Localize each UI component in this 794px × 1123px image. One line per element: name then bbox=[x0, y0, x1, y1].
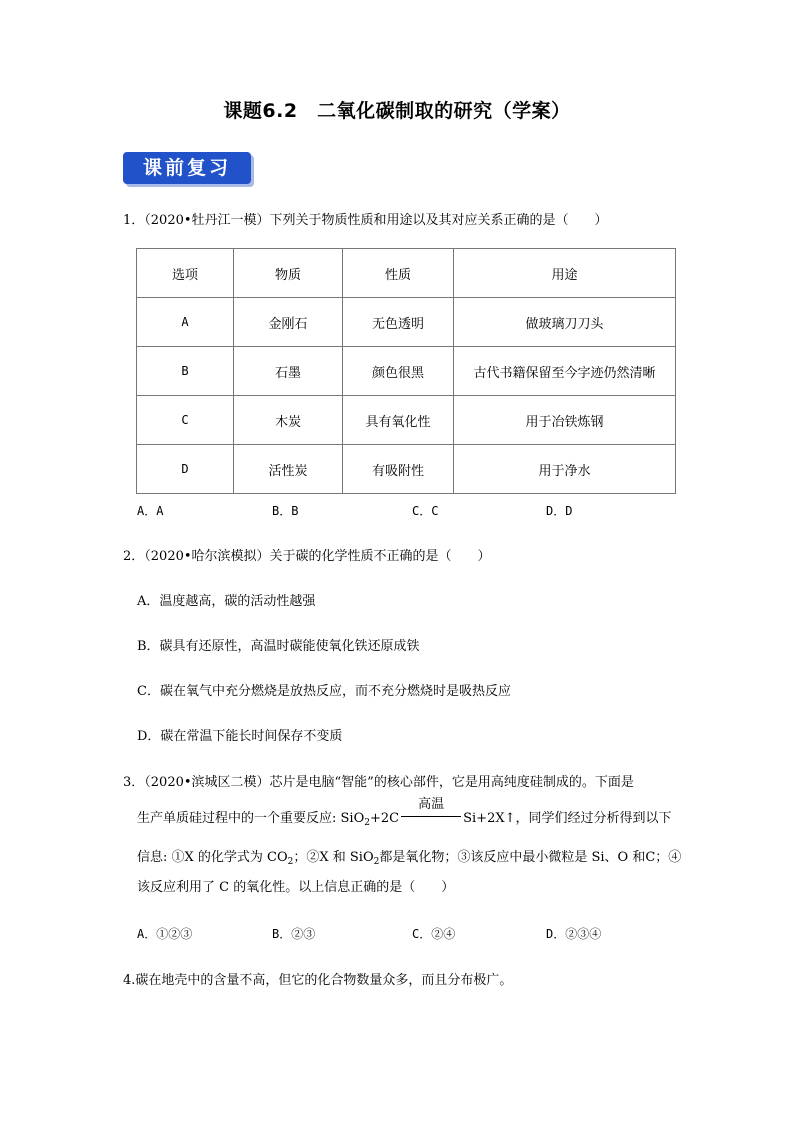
reaction-condition bbox=[401, 797, 461, 828]
question-1-option-a: A．A bbox=[137, 504, 164, 518]
question-1-option-b: B．B bbox=[272, 504, 299, 518]
question-2-option-c: C．碳在氧气中充分燃烧是放热反应，而不充分燃烧时是吸热反应 bbox=[137, 684, 511, 699]
table-cell: 金刚石 bbox=[234, 298, 343, 347]
table-cell: D bbox=[137, 445, 234, 494]
table-cell: 用于净水 bbox=[454, 445, 676, 494]
table-header-cell: 物质 bbox=[234, 249, 343, 298]
table-cell: B bbox=[137, 347, 234, 396]
table-cell: 颜色很黑 bbox=[343, 347, 454, 396]
question-3-option-c: C．②④ bbox=[412, 927, 456, 941]
question-3-line-3: 信息: ①X 的化学式为 $CO_2$；②X 和 SiO$_2$都是氧化物；③该反应中最小微粒是 Si、O 和C；④ bbox=[137, 850, 682, 867]
table-header-cell: 性质 bbox=[343, 249, 454, 298]
table-row bbox=[137, 445, 676, 494]
table-header-cell: 选项 bbox=[137, 249, 234, 298]
section-badge: 课前复习 bbox=[123, 152, 251, 184]
question-2-option-b: B．碳具有还原性，高温时碳能使氧化铁还原成铁 bbox=[137, 639, 420, 654]
equation-reactant: SiO$_2$+2C bbox=[340, 811, 400, 828]
table-cell: 具有氧化性 bbox=[343, 396, 454, 445]
table-cell: 石墨 bbox=[234, 347, 343, 396]
table-cell: C bbox=[137, 396, 234, 445]
question-3-option-a: A．①②③ bbox=[137, 927, 193, 941]
table-header-cell: 用途 bbox=[454, 249, 676, 298]
question-3-line-1: 3．（2020•滨城区二模）芯片是电脑“智能”的核心部件，它是用高纯度硅制成的。下面是 bbox=[123, 775, 634, 790]
question-3-option-b: B．②③ bbox=[272, 927, 316, 941]
table-row bbox=[137, 298, 676, 347]
question-2-stem: 2．（2020•哈尔滨模拟）关于碳的化学性质不正确的是（ ） bbox=[123, 549, 491, 564]
table-row bbox=[137, 396, 676, 445]
question-1-option-c: C．C bbox=[412, 504, 439, 518]
table-cell: 做玻璃刀刀头 bbox=[454, 298, 676, 347]
question-1-stem: 1．（2020•牡丹江一模）下列关于物质性质和用途以及其对应关系正确的是（ ） bbox=[123, 213, 608, 228]
question-2-option-a: A．温度越高，碳的活动性越强 bbox=[137, 594, 316, 609]
question-2-option-d: D．碳在常温下能长时间保存不变质 bbox=[137, 729, 343, 744]
table-cell: 用于冶铁炼钢 bbox=[454, 396, 676, 445]
table-cell: A bbox=[137, 298, 234, 347]
question-3-line-2-text: 生产单质硅过程中的一个重要反应: bbox=[137, 811, 341, 826]
page-title: 课题6.2 二氧化碳制取的研究（学案） bbox=[223, 100, 571, 122]
table-cell: 木炭 bbox=[234, 396, 343, 445]
table-row bbox=[137, 347, 676, 396]
table-header-row bbox=[137, 249, 676, 298]
question-4-stem: 4.碳在地壳中的含量不高，但它的化合物数量众多，而且分布极广。 bbox=[123, 973, 513, 988]
reaction-condition-label: 高温 bbox=[418, 797, 445, 812]
table-cell: 古代书籍保留至今字迹仍然清晰 bbox=[454, 347, 676, 396]
table-cell: 有吸附性 bbox=[343, 445, 454, 494]
question-3-line-4: 该反应利用了 C 的氧化性。以上信息正确的是（ ） bbox=[137, 880, 455, 895]
equation-product: Si+2X↑，同学们经过分析得到以下 bbox=[463, 811, 672, 826]
table-cell: 活性炭 bbox=[234, 445, 343, 494]
question-3-option-d: D．②③④ bbox=[546, 927, 602, 941]
question-1-option-d: D．D bbox=[546, 504, 573, 518]
reaction-arrow-line bbox=[401, 816, 461, 817]
question-3-line-2 bbox=[137, 797, 672, 832]
table-cell: 无色透明 bbox=[343, 298, 454, 347]
question-1-table bbox=[136, 248, 676, 494]
